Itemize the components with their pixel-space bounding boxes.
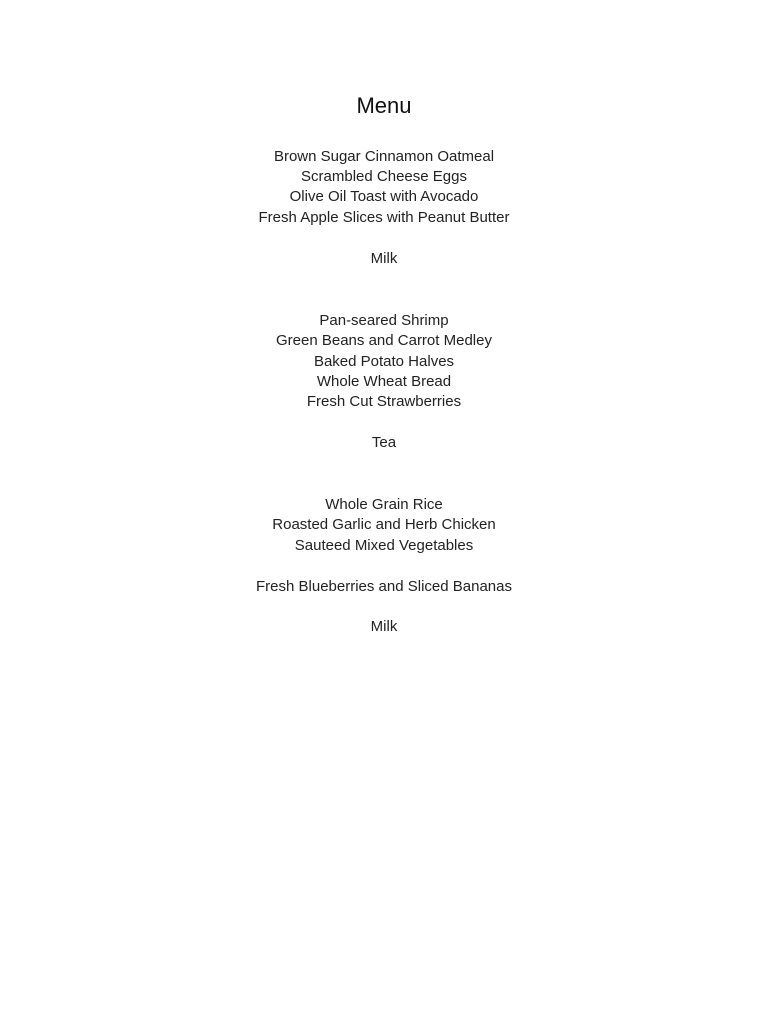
menu-item: Pan-seared Shrimp	[319, 312, 449, 329]
page-title: Menu	[356, 93, 412, 118]
menu-drink: Milk	[370, 250, 398, 267]
menu-item: Green Beans and Carrot Medley	[276, 332, 492, 349]
menu-fruit: Fresh Blueberries and Sliced Bananas	[256, 578, 512, 595]
menu-item: Whole Grain Rice	[325, 496, 443, 513]
menu-item: Brown Sugar Cinnamon Oatmeal	[273, 148, 495, 165]
menu-item: Fresh Apple Slices with Peanut Butter	[258, 209, 510, 226]
menu-item: Roasted Garlic and Herb Chicken	[272, 516, 496, 533]
menu-item: Baked Potato Halves	[313, 353, 455, 370]
menu-item: Sauteed Mixed Vegetables	[294, 537, 474, 554]
menu-item: Scrambled Cheese Eggs	[301, 168, 467, 185]
menu-item: Olive Oil Toast with Avocado	[289, 188, 479, 205]
menu-drink: Tea	[371, 434, 397, 451]
menu-item: Whole Wheat Bread	[316, 373, 452, 390]
menu-item: Fresh Cut Strawberries	[306, 393, 462, 410]
menu-drink: Milk	[370, 618, 398, 635]
